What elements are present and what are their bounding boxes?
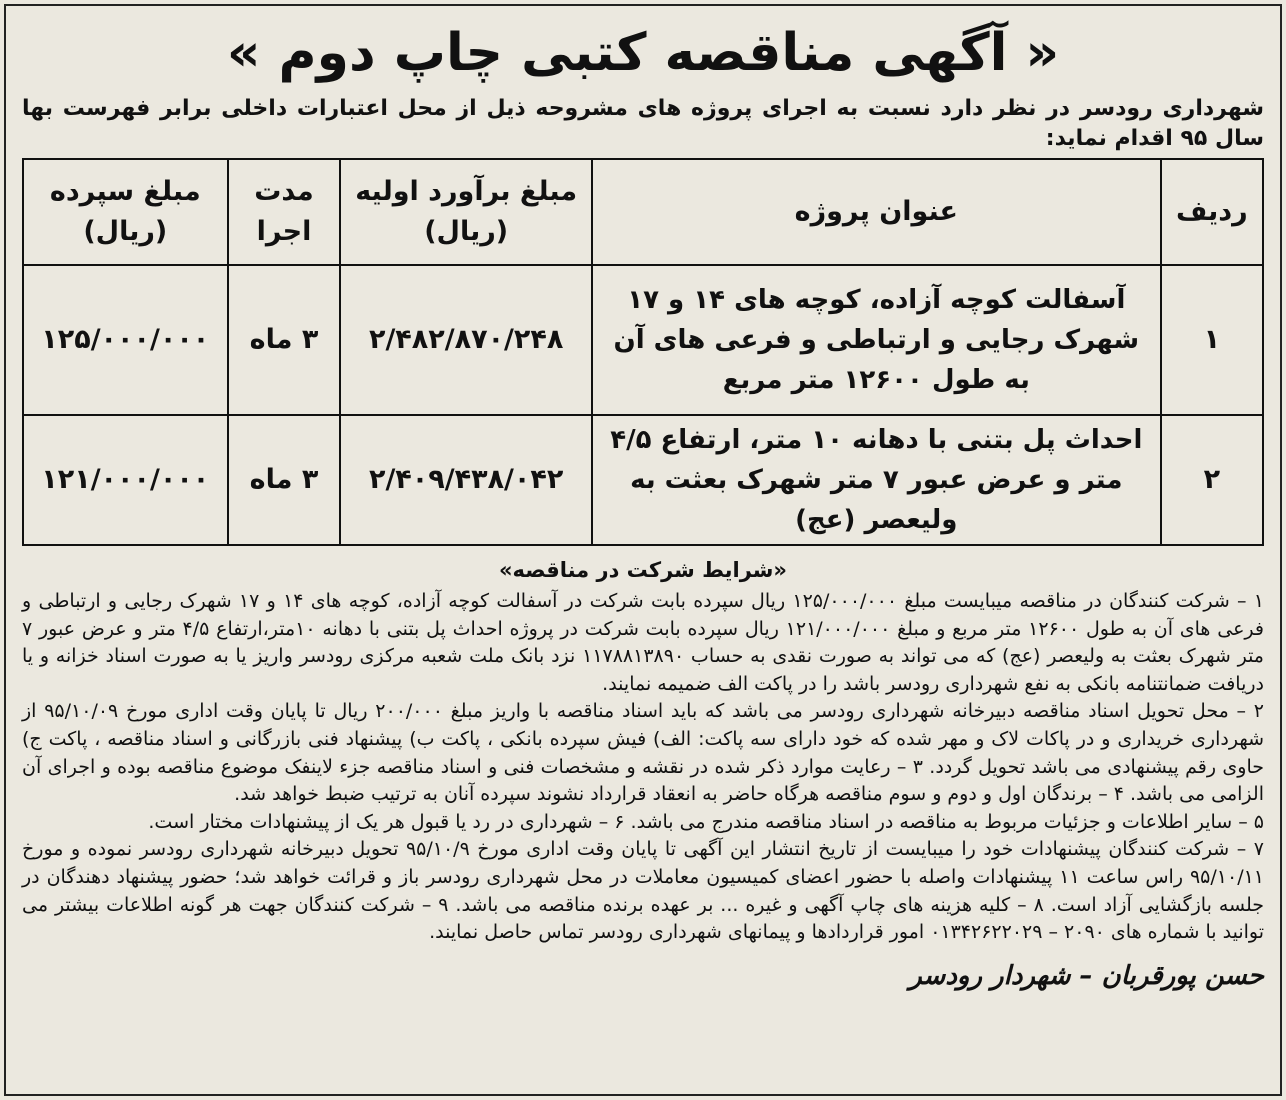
cell-duration: ۳ ماه bbox=[228, 265, 341, 415]
conditions-heading: «شرایط شرکت در مناقصه» bbox=[498, 558, 787, 582]
header-row-number: ردیف bbox=[1161, 159, 1263, 265]
header-project-title: عنوان پروژه bbox=[592, 159, 1161, 265]
cell-estimate: ۲/۴۰۹/۴۳۸/۰۴۲ bbox=[340, 415, 591, 545]
cell-row-number: ۱ bbox=[1161, 265, 1263, 415]
cell-project-title: احداث پل بتنی با دهانه ۱۰ متر، ارتفاع ۴/۵ متر و عرض عبور ۷ متر شهرک بعثت به ولیعصر (عج) bbox=[592, 415, 1161, 545]
condition-paragraph: ۵ – سایر اطلاعات و جزئیات مربوط به مناقصه در اسناد مناقصه مندرج می باشد. ۶ – شهرداری در رد یا قبول هر یک از پیشنهادات مختار است. bbox=[148, 810, 1264, 833]
intro-text: شهرداری رودسر در نظر دارد نسبت به اجرای پروژه های مشروحه ذیل از محل اعتبارات داخلی برابر فهرست بها سال ۹۵ اقدام نماید: bbox=[22, 96, 1264, 151]
page-title: « آگهی مناقصه کتبی چاپ دوم » bbox=[226, 23, 1060, 83]
cell-deposit: ۱۲۵/۰۰۰/۰۰۰ bbox=[23, 265, 228, 415]
condition-paragraph: ۷ – شرکت کنندگان پیشنهادات خود را میبایست از تاریخ انتشار این آگهی تا پایان وقت اداری مورخ ۹۵/۱۰/۹ تحویل دبیرخانه شهرداری رودسر نموده و مورخ ۹۵/۱۰/۱۱ راس ساعت ۱۱ پیشنهادات واصله با حضور اعضای کمیسیون معاملات در محل شهرداری رودسر باز و قرائت خواهد شد؛ حضور پیشنهاد دهندگان در جلسه بازگشایی آزاد است. ۸ – کلیه هزینه های چاپ آگهی و غیره ... بر عهده برنده مناقصه می باشد. ۹ – شرکت کنندگان جهت هر گونه اطلاعات بیشتر می توانید با شماره های ۲۰۹۰ – ۰۱۳۴۲۶۲۲۰۲۹ امور قراردادها و پیمانهای شهرداری رودسر تماس حاصل نمایند. bbox=[22, 838, 1265, 944]
cell-row-number: ۲ bbox=[1161, 415, 1263, 545]
cell-project-title: آسفالت کوچه آزاده، کوچه های ۱۴ و ۱۷ شهرک رجایی و ارتباطی و فرعی های آن به طول ۱۲۶۰۰ متر مربع bbox=[592, 265, 1161, 415]
table-row bbox=[23, 265, 1263, 415]
header-duration: مدت اجرا bbox=[228, 159, 341, 265]
header-estimate: مبلغ برآورد اولیه (ریال) bbox=[340, 159, 591, 265]
cell-deposit: ۱۲۱/۰۰۰/۰۰۰ bbox=[23, 415, 228, 545]
conditions-body bbox=[22, 588, 1264, 947]
cell-duration: ۳ ماه bbox=[228, 415, 341, 545]
cell-estimate: ۲/۴۸۲/۸۷۰/۲۴۸ bbox=[340, 265, 591, 415]
condition-paragraph: ۲ – محل تحویل اسناد مناقصه دبیرخانه شهرداری رودسر می باشد که باید اسناد مناقصه با واریز مبلغ ۲۰۰/۰۰۰ ریال تا پایان وقت اداری مورخ ۹۵/۱۰/۰۹ از شهرداری خریداری و در پاکات لاک و مهر شده که خود دارای سه پاکت: الف) فیش سپرده بانکی ، پاکت ب) پیشنهاد فنی بازرگانی و اسناد مناقصه ، پاکت ج) حاوی رقم پیشنهادی می باشد تحویل گردد. ۳ – رعایت موارد ذکر شده در نقشه و مشخصات فنی و اسناد مناقصه جزء لاینفک موضوع مناقصه بوده و اجرای آن الزامی می باشد. ۴ – برندگان اول و دوم و سوم مناقصه هرگاه حاضر به انعقاد قرارداد نشوند سپرده آنان به ترتیب ضبط خواهد شد. bbox=[22, 700, 1265, 806]
condition-paragraph: ۱ – شرکت کنندگان در مناقصه میبایست مبلغ ۱۲۵/۰۰۰/۰۰۰ ریال سپرده بابت شرکت در آسفالت کوچه آزاده، کوچه های ۱۴ و ۱۷ شهرک رجایی و ارتباطی و فرعی های آن به طول ۱۲۶۰۰ متر مربع و مبلغ ۱۲۱/۰۰۰/۰۰۰ ریال سپرده بابت شرکت در پروژه احداث پل بتنی با دهانه ۱۰متر،ارتفاع ۴/۵ متر و عرض عبور ۷ متر شهرک بعثت به ولیعصر (عج) که می تواند به صورت نقدی به حساب ۱۱۷۸۸۱۳۸۹۰ نزد بانک ملت شعبه مرکزی رودسر واریز یا به صورت اسناد خزانه و یا دریافت ضمانتنامه بانکی به نفع شهرداری رودسر باشد را در پاکت الف ضمیمه نمایند. bbox=[22, 590, 1264, 695]
table-header-row bbox=[23, 159, 1263, 265]
signature: حسن پورقربان – شهردار رودسر bbox=[909, 960, 1264, 991]
table-row bbox=[23, 415, 1263, 545]
projects-table bbox=[22, 158, 1264, 546]
header-deposit: مبلغ سپرده (ریال) bbox=[23, 159, 228, 265]
